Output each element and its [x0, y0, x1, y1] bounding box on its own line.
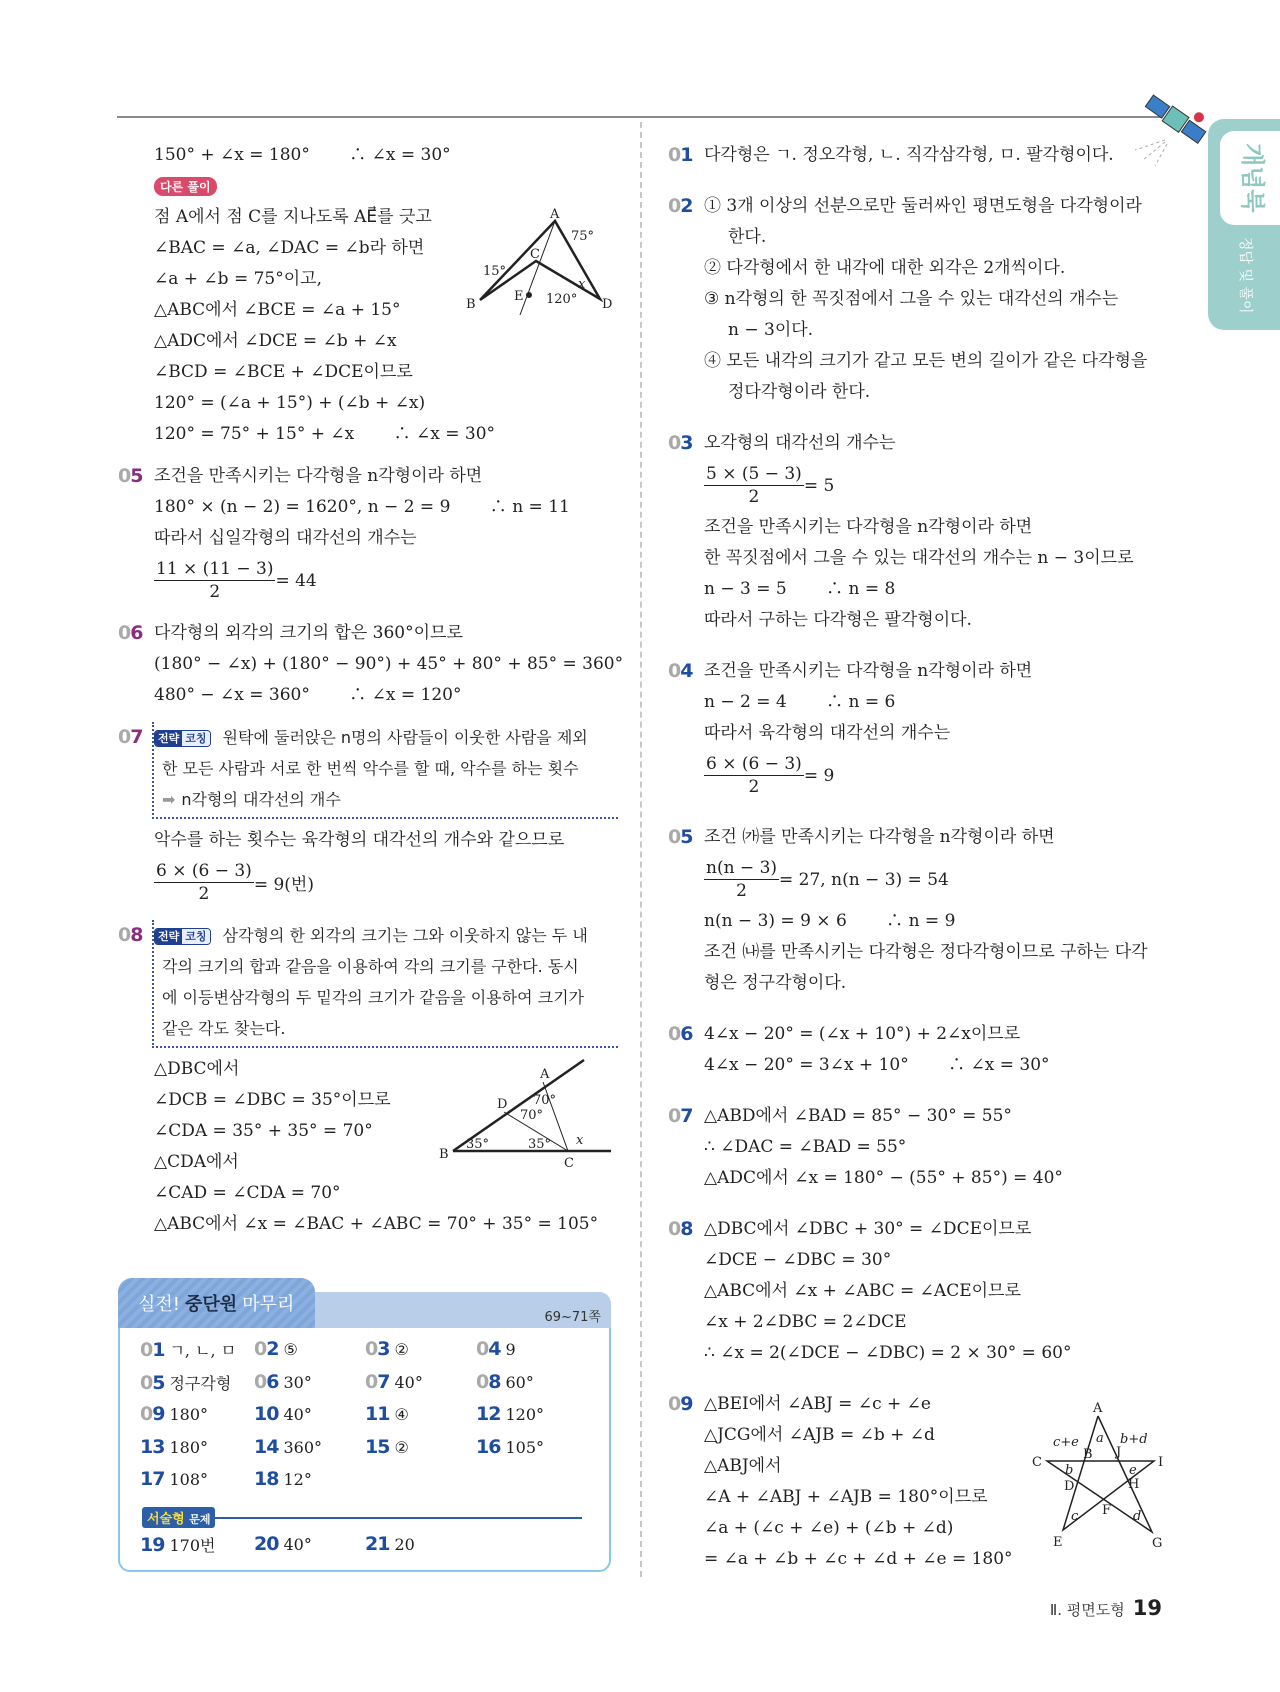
- answer-value: 40°: [283, 1535, 312, 1554]
- item-number: 01: [668, 144, 693, 166]
- answer-item: [668, 191, 1168, 408]
- fraction: [154, 558, 275, 603]
- answer-item: [118, 722, 618, 909]
- solution-line: 조건을 만족시키는 다각형을 n각형이라 하면: [154, 466, 483, 486]
- solution-line: △DBC에서: [154, 1059, 240, 1079]
- answer-entry: [140, 1436, 208, 1458]
- solution-line: △ABJ에서: [704, 1456, 782, 1476]
- box-frame: [118, 1292, 611, 1572]
- fig2-label-d: D: [497, 1097, 508, 1112]
- answer-entry: [254, 1371, 312, 1393]
- solution-line: 형은 정구각형이다.: [704, 973, 847, 993]
- column-divider: [640, 122, 642, 1577]
- answer-entry: [254, 1468, 312, 1490]
- solution-line: 다각형의 외각의 크기의 합은 360°이므로: [154, 623, 463, 643]
- title-pre: 실전!: [138, 1294, 180, 1315]
- solution-line: 한 꼭짓점에서 그을 수 있는 대각선의 개수는 n − 3이므로: [704, 548, 1134, 568]
- solution-line: 점 A에서 점 C를 지나도록 AE⃗를 긋고: [154, 207, 432, 227]
- solution-line: 조건 ㈎를 만족시키는 다각형을 n각형이라 하면: [704, 827, 1055, 847]
- answer-value: 108°: [169, 1470, 208, 1489]
- coaching-text: 원탁에 둘러앉은 n명의 사람들이 이웃한 사람을 제외: [222, 728, 588, 747]
- solution-line: ∠CAD = ∠CDA = 70°: [154, 1183, 341, 1203]
- fraction-line: [704, 749, 1168, 802]
- answer-value: ②: [394, 1340, 409, 1359]
- fig3-angle-c: c: [1071, 1509, 1079, 1524]
- item-number: 09: [668, 1393, 693, 1415]
- fig1-angle-15: 15°: [483, 264, 507, 279]
- coaching-line: [162, 753, 618, 784]
- solution-line: ∠a + ∠b = 75°이고,: [154, 269, 322, 289]
- fig3-angle-b: b: [1065, 1463, 1074, 1478]
- answer-entry: [476, 1403, 544, 1425]
- solution-line: 180° × (n − 2) = 1620°, n − 2 = 9 ∴ n = 11: [154, 497, 570, 517]
- fig1-angle-x: x: [578, 277, 586, 292]
- solution-line: ② 다각형에서 한 내각에 대한 외각은 2개씩이다.: [704, 258, 1066, 278]
- fig3-label-d: D: [1064, 1479, 1075, 1494]
- answer-entry: [254, 1403, 312, 1425]
- item-number: 06: [668, 1023, 693, 1045]
- coaching-text: 각의 크기의 합과 같음을 이용하여 각의 크기를 구한다. 동시: [162, 957, 579, 976]
- answer-entry: [365, 1403, 409, 1425]
- fig3-angle-d: d: [1133, 1509, 1142, 1524]
- answer-value: 9: [505, 1340, 516, 1359]
- answer-number: 11: [365, 1403, 390, 1425]
- fraction-result: = 5: [803, 475, 835, 496]
- fraction-result: = 9: [803, 765, 835, 786]
- fig3-angle-ce: c+e: [1053, 1435, 1079, 1450]
- fig2-angle-x: x: [576, 1133, 584, 1148]
- badge-part: 전략: [155, 731, 182, 746]
- answer-value: 40°: [283, 1405, 312, 1424]
- answer-number: 07: [365, 1370, 390, 1393]
- answer-entry: [365, 1338, 409, 1360]
- fraction-result: = 9(번): [253, 875, 314, 895]
- answer-entry: [476, 1371, 534, 1393]
- solution-line: n(n − 3) = 9 × 6 ∴ n = 9: [704, 911, 956, 931]
- essay-answer-entry: [365, 1533, 415, 1555]
- fig2-label-b: B: [439, 1147, 449, 1162]
- fig3-label-i: I: [1158, 1455, 1164, 1470]
- solution-line: △ABD에서 ∠BAD = 85° − 30° = 55°: [704, 1106, 1012, 1126]
- fraction: [704, 857, 779, 902]
- coaching-line: [162, 951, 618, 982]
- essay-badge: [142, 1507, 215, 1528]
- strategy-coaching: [152, 722, 618, 819]
- solution-line: △ADC에서 ∠x = 180° − (55° + 85°) = 40°: [704, 1168, 1063, 1188]
- fraction-denominator: 2: [748, 777, 760, 797]
- answer-value: 360°: [283, 1437, 322, 1457]
- answer-item: [668, 1214, 1168, 1369]
- coaching-text: 같은 각도 찾는다.: [162, 1019, 286, 1038]
- item-number: 05: [118, 465, 143, 487]
- solution-line: = ∠a + ∠b + ∠c + ∠d + ∠e = 180°: [704, 1549, 1013, 1569]
- coaching-line: [162, 982, 618, 1013]
- solution-line: 따라서 구하는 다각형은 팔각형이다.: [704, 610, 972, 630]
- answer-number: 19: [140, 1534, 165, 1556]
- solution-line: 4∠x − 20° = 3∠x + 10° ∴ ∠x = 30°: [704, 1055, 1050, 1075]
- strategy-coaching: [152, 920, 618, 1048]
- solution-line: 조건을 만족시키는 다각형을 n각형이라 하면: [704, 517, 1033, 537]
- solution-line: 480° − ∠x = 360° ∴ ∠x = 120°: [154, 685, 462, 705]
- answer-value: 60°: [505, 1372, 534, 1392]
- essay-answer-entry: [140, 1533, 215, 1556]
- alt-solution-tag: [154, 171, 618, 202]
- solution-line: 따라서 십일각형의 대각선의 개수는: [154, 528, 417, 548]
- answer-entry: [365, 1436, 409, 1458]
- fig1-label-b: B: [466, 297, 476, 312]
- arrow-right-icon: ➡: [162, 790, 176, 809]
- title-post: 마무리: [242, 1294, 295, 1315]
- fig2-angle-35b: 35°: [528, 1137, 552, 1152]
- answer-entry: [140, 1468, 208, 1490]
- fraction-numerator: n(n − 3): [706, 858, 778, 878]
- coaching-badge: [154, 730, 211, 747]
- solution-line: △DBC에서 ∠DBC + 30° = ∠DCE이므로: [704, 1219, 1032, 1239]
- essay-label-sub: 문제: [189, 1513, 211, 1526]
- coaching-badge: [154, 928, 211, 945]
- solution-line: ∠A + ∠ABJ + ∠AJB = 180°이므로: [704, 1487, 988, 1507]
- solution-line: ∠DCE − ∠DBC = 30°: [704, 1250, 892, 1270]
- answer-item: [668, 428, 1168, 636]
- chapter-review-box: [118, 1278, 611, 1572]
- item-number: 08: [668, 1218, 693, 1240]
- solution-line: 4∠x − 20° = (∠x + 10°) + 2∠x이므로: [704, 1024, 1021, 1044]
- solution-line: 오각형의 대각선의 개수는: [704, 433, 896, 453]
- answer-entry: [254, 1436, 322, 1458]
- solution-line: ④ 모든 내각의 크기가 같고 모든 변의 길이가 같은 다각형을: [704, 351, 1148, 371]
- solution-line: △ABC에서 ∠x + ∠ABC = ∠ACE이므로: [704, 1281, 1021, 1301]
- answer-entry: [476, 1436, 544, 1458]
- solution-line: ∠CDA = 35° + 35° = 70°: [154, 1121, 373, 1141]
- fig3-angle-e: e: [1129, 1463, 1137, 1478]
- answer-entry: [140, 1403, 208, 1425]
- answer-entry: [365, 1371, 423, 1393]
- answer-item: [668, 140, 1168, 171]
- solution-line: 150° + ∠x = 180° ∴ ∠x = 30°: [154, 145, 451, 165]
- fraction-numerator: 11 × (11 − 3): [156, 559, 274, 579]
- solution-line: 조건 ㈏를 만족시키는 다각형은 정다각형이므로 구하는 다각: [704, 942, 1148, 962]
- fig3-label-f: F: [1102, 1503, 1112, 1518]
- fraction-result: = 27, n(n − 3) = 54: [779, 869, 949, 890]
- fig1-label-e: E: [514, 289, 524, 304]
- solution-line: ∴ ∠DAC = ∠BAD = 55°: [704, 1137, 907, 1157]
- badge-part: 코칭: [182, 731, 209, 746]
- answer-item: [668, 822, 1168, 999]
- answer-number: 16: [476, 1435, 501, 1458]
- solution-line: 악수를 하는 횟수는 육각형의 대각선의 개수와 같으므로: [154, 830, 565, 850]
- figure-star: [1025, 1400, 1175, 1550]
- fig2-angle-70a: 70°: [533, 1093, 557, 1108]
- answer-value: ②: [394, 1437, 409, 1457]
- answer-value: 30°: [283, 1372, 312, 1392]
- answer-value: 12°: [283, 1470, 312, 1489]
- answer-number: 08: [476, 1370, 501, 1393]
- fraction: [704, 463, 804, 508]
- item-number: 07: [118, 726, 143, 748]
- fig2-angle-35a: 35°: [466, 1137, 490, 1152]
- answer-number: 03: [365, 1338, 390, 1360]
- solution-line: 120° = 75° + 15° + ∠x ∴ ∠x = 30°: [154, 424, 496, 444]
- answer-number: 20: [254, 1533, 279, 1555]
- answer-number: 15: [365, 1435, 390, 1458]
- badge-part: 전략: [155, 929, 182, 944]
- solution-line: 조건을 만족시키는 다각형을 n각형이라 하면: [704, 661, 1033, 681]
- solution-line: ∠BAC = ∠a, ∠DAC = ∠b라 하면: [154, 238, 425, 258]
- side-tab-section: 정답 및 풀이: [1237, 237, 1253, 314]
- answer-value: ④: [394, 1405, 409, 1424]
- fraction-denominator: 2: [209, 582, 221, 602]
- solution-line: ∠x + 2∠DBC = 2∠DCE: [704, 1312, 907, 1332]
- fig2-label-a: A: [540, 1067, 550, 1082]
- answer-value: 120°: [505, 1405, 544, 1424]
- item-number: 03: [668, 432, 693, 454]
- fig1-angle-120: 120°: [546, 292, 578, 307]
- fig3-label-b: B: [1083, 1447, 1093, 1462]
- answer-entry: [254, 1338, 298, 1360]
- answer-value: 40°: [394, 1372, 423, 1392]
- coaching-line: [162, 1013, 618, 1044]
- solution-line: 따라서 육각형의 대각선의 개수는: [704, 723, 951, 743]
- fraction-numerator: 6 × (6 − 3): [706, 754, 802, 774]
- fraction-line: [154, 856, 618, 909]
- answer-entry: [140, 1338, 236, 1361]
- answer-value: 105°: [505, 1437, 544, 1457]
- solution-line: △ADC에서 ∠DCE = ∠b + ∠x: [154, 331, 397, 351]
- fig1-angle-75: 75°: [571, 229, 595, 244]
- solution-line: 120° = (∠a + 15°) + (∠b + ∠x): [154, 393, 426, 413]
- answer-number: 21: [365, 1533, 390, 1555]
- fig3-label-a: A: [1093, 1401, 1103, 1416]
- figure-triangle: [430, 1050, 620, 1170]
- fig1-label-a: A: [550, 207, 560, 222]
- answer-number: 06: [254, 1370, 279, 1393]
- solution-line: 한다.: [728, 227, 767, 247]
- solution-line: (180° − ∠x) + (180° − 90°) + 45° + 80° + 85° = 360°: [154, 654, 624, 674]
- answer-item: [118, 618, 624, 711]
- fig1-label-c: C: [530, 247, 540, 262]
- answer-item: [118, 461, 618, 607]
- fig3-label-c: C: [1032, 1455, 1042, 1470]
- solution-line: 다각형은 ㄱ. 정오각형, ㄴ. 직각삼각형, ㅁ. 팔각형이다.: [704, 145, 1114, 165]
- fraction-denominator: 2: [736, 881, 747, 901]
- fig1-label-d: D: [602, 297, 613, 312]
- right-column: [668, 140, 1168, 1595]
- answer-number: 13: [140, 1435, 165, 1458]
- coaching-arrow-text: n각형의 대각선의 개수: [181, 790, 341, 809]
- page-number: 19: [1132, 1596, 1162, 1620]
- title-bold: 중단원: [185, 1294, 238, 1315]
- essay-label: 서술형: [147, 1512, 185, 1527]
- side-tab-book: 개념북: [1238, 143, 1267, 213]
- coaching-text: 에 이등변삼각형의 두 밑각의 크기가 같음을 이용하여 크기가: [162, 988, 585, 1007]
- page-range: 69~71쪽: [544, 1310, 601, 1325]
- answer-value: ㄱ, ㄴ, ㅁ: [169, 1341, 237, 1360]
- fraction-denominator: 2: [198, 884, 210, 904]
- answer-number: 18: [254, 1468, 279, 1490]
- solution-line: n − 2 = 4 ∴ n = 6: [704, 692, 896, 712]
- answer-number: 04: [476, 1338, 501, 1360]
- answer-number: 10: [254, 1403, 279, 1425]
- solution-line: ∠DCB = ∠DBC = 35°이므로: [154, 1090, 391, 1110]
- fig3-label-e: E: [1053, 1535, 1063, 1550]
- answer-entry: [140, 1371, 231, 1394]
- side-tab[interactable]: [1208, 119, 1280, 330]
- solution-line: n − 3 = 5 ∴ n = 8: [704, 579, 896, 599]
- solution-line: n − 3이다.: [728, 320, 814, 340]
- figure-quadrilateral: [460, 205, 620, 325]
- answer-value: ⑤: [283, 1340, 298, 1359]
- box-title: [118, 1278, 315, 1328]
- coaching-line: [158, 920, 618, 951]
- fig3-label-g: G: [1152, 1536, 1163, 1550]
- fraction-line: [704, 853, 1168, 906]
- fraction-line: [154, 554, 618, 607]
- solution-line: ∴ ∠x = 2(∠DCE − ∠DBC) = 2 × 30° = 60°: [704, 1343, 1072, 1363]
- fig3-angle-a: a: [1096, 1431, 1104, 1446]
- coaching-text: 한 모든 사람과 서로 한 번씩 악수를 할 때, 악수를 하는 횟수: [162, 759, 579, 778]
- fraction: [704, 753, 804, 798]
- solution-line: ∠BCD = ∠BCE + ∠DCE이므로: [154, 362, 413, 382]
- fraction-numerator: 6 × (6 − 3): [156, 861, 252, 881]
- fraction-numerator: 5 × (5 − 3): [706, 464, 802, 484]
- fraction-denominator: 2: [748, 487, 760, 507]
- solution-line: △BEI에서 ∠ABJ = ∠c + ∠e: [704, 1394, 931, 1414]
- answer-number: 01: [140, 1339, 165, 1361]
- answer-item: [668, 656, 1168, 802]
- answer-value: 170번: [169, 1536, 216, 1555]
- coaching-line: [158, 722, 618, 753]
- top-rule: [117, 116, 1162, 118]
- answer-number: 17: [140, 1468, 165, 1490]
- answer-number: 02: [254, 1338, 279, 1360]
- solution-line: △ABC에서 ∠BCE = ∠a + 15°: [154, 300, 401, 320]
- answer-number: 14: [254, 1435, 279, 1458]
- answer-entry: [476, 1338, 516, 1360]
- item-number: 05: [668, 826, 693, 848]
- answer-number: 09: [140, 1403, 165, 1425]
- answer-item: [668, 1101, 1168, 1194]
- answer-value: 정구각형: [169, 1373, 232, 1393]
- answer-number: 12: [476, 1403, 501, 1425]
- solution-line: △ABC에서 ∠x = ∠BAC + ∠ABC = 70° + 35° = 105°: [154, 1214, 599, 1234]
- solution-line: ③ n각형의 한 꼭짓점에서 그을 수 있는 대각선의 개수는: [704, 289, 1119, 309]
- fig2-label-c: C: [564, 1156, 574, 1170]
- chapter-name: Ⅱ. 평면도형: [1049, 1601, 1125, 1619]
- badge-part: 코칭: [182, 929, 209, 944]
- answer-value: 20: [394, 1535, 415, 1554]
- answer-number: 05: [140, 1371, 165, 1394]
- fig2-angle-70b: 70°: [520, 1108, 544, 1123]
- essay-divider: [142, 1507, 582, 1528]
- answer-value: 180°: [169, 1405, 209, 1424]
- item-number: 02: [668, 195, 693, 217]
- page-footer: [1050, 1596, 1162, 1620]
- fraction: [154, 860, 254, 905]
- fraction-result: = 44: [275, 570, 317, 591]
- item-number: 06: [118, 622, 143, 644]
- fig3-label-j: J: [1116, 1445, 1122, 1460]
- answer-value: 180°: [169, 1437, 208, 1457]
- fig3-label-h: H: [1128, 1477, 1140, 1492]
- item-number: 04: [668, 660, 693, 682]
- solution-line: △JCG에서 ∠AJB = ∠b + ∠d: [704, 1425, 935, 1445]
- item-number: 08: [118, 924, 143, 946]
- essay-answer-entry: [254, 1533, 312, 1555]
- solution-line: ∠a + (∠c + ∠e) + (∠b + ∠d): [704, 1518, 954, 1538]
- fig3-angle-bd: b+d: [1120, 1432, 1148, 1447]
- alt-solution-label: 다른 풀이: [154, 177, 217, 196]
- fraction-line: [704, 459, 1168, 512]
- solution-line: ① 3개 이상의 선분으로만 둘러싸인 평면도형을 다각형이라: [704, 196, 1142, 216]
- item-number: 07: [668, 1105, 693, 1127]
- answer-item: [668, 1019, 1168, 1081]
- solution-line: 정다각형이라 한다.: [728, 382, 871, 402]
- solution-line: △CDA에서: [154, 1152, 239, 1172]
- coaching-arrow-line: [162, 784, 618, 815]
- coaching-text: 삼각형의 한 외각의 크기는 그와 이웃하지 않는 두 내: [222, 926, 588, 945]
